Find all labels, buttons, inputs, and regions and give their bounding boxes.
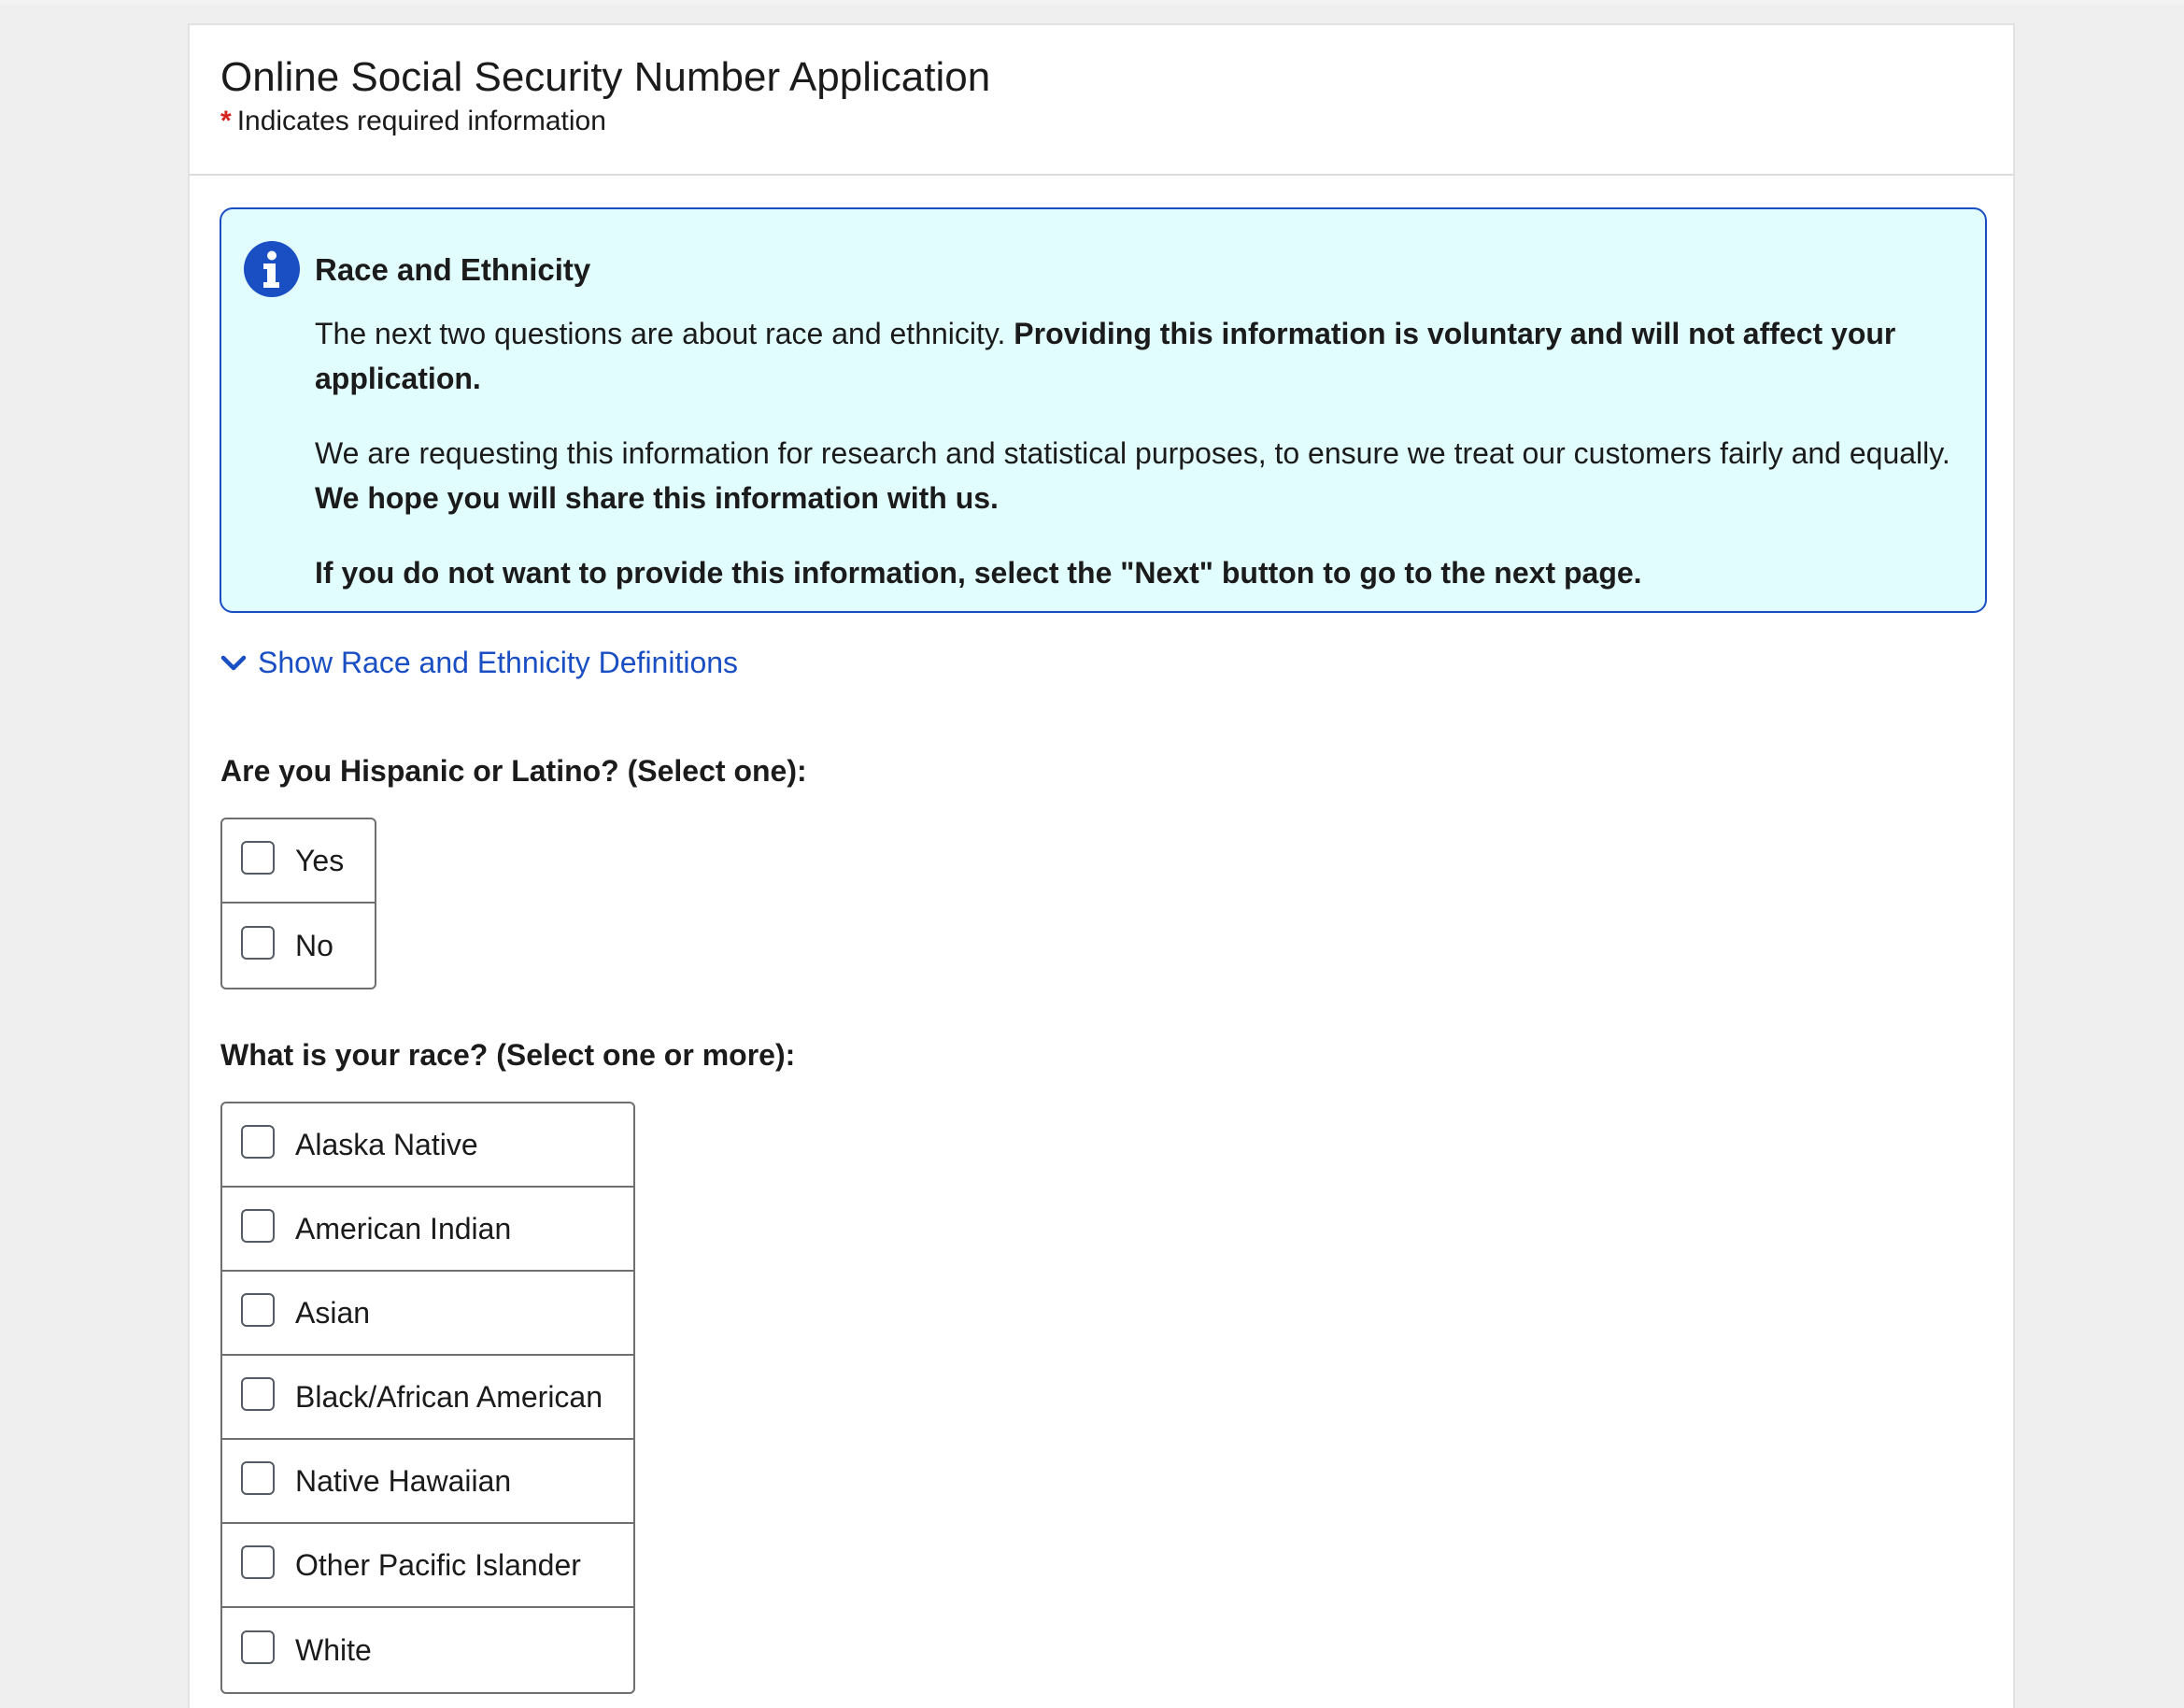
race-option-native-hawaiian[interactable]	[222, 1440, 633, 1524]
race-option-alaska-native[interactable]	[222, 1103, 633, 1188]
checkbox[interactable]	[241, 1630, 275, 1664]
hispanic-options	[220, 818, 376, 989]
info-paragraph-1	[315, 311, 1957, 401]
required-star: *	[220, 106, 232, 136]
checkbox[interactable]	[241, 1293, 275, 1327]
info-paragraph-3: If you do not want to provide this information, select the "Next" button to go to the next page.	[315, 555, 1642, 590]
checkbox[interactable]	[241, 841, 275, 875]
option-label: Yes	[295, 843, 345, 877]
option-label: American Indian	[295, 1211, 512, 1245]
form-card	[188, 23, 2015, 1708]
race-option-white[interactable]	[222, 1608, 633, 1692]
hispanic-option-yes[interactable]	[222, 819, 375, 904]
hispanic-question-label: Are you Hispanic or Latino? (Select one):	[220, 754, 807, 788]
race-options	[220, 1102, 635, 1694]
checkbox[interactable]	[241, 926, 275, 960]
required-note	[220, 105, 2013, 138]
required-note-text: Indicates required information	[236, 106, 606, 136]
option-label: Other Pacific Islander	[295, 1547, 581, 1582]
info-icon	[244, 241, 300, 297]
option-label: Native Hawaiian	[295, 1463, 512, 1498]
page-title: Online Social Security Number Application	[220, 54, 991, 100]
option-label: No	[295, 928, 333, 962]
show-definitions-label: Show Race and Ethnicity Definitions	[258, 646, 739, 679]
hispanic-option-no[interactable]	[222, 904, 375, 988]
option-label: Black/African American	[295, 1379, 603, 1414]
race-option-american-indian[interactable]	[222, 1188, 633, 1272]
info-paragraph-2-text: We are requesting this information for research and statistical purposes, to ensure we treat our customers fairly and equally.	[315, 435, 1950, 470]
info-heading: Race and Ethnicity	[315, 252, 591, 287]
race-option-asian[interactable]	[222, 1272, 633, 1356]
checkbox[interactable]	[241, 1377, 275, 1411]
checkbox[interactable]	[241, 1461, 275, 1495]
race-option-black-african-american[interactable]	[222, 1356, 633, 1440]
info-paragraph-1-text: The next two questions are about race and ethnicity.	[315, 316, 1014, 350]
form-header	[190, 25, 2013, 176]
checkbox[interactable]	[241, 1209, 275, 1243]
info-paragraph-2-bold: We hope you will share this information with us.	[315, 480, 999, 515]
checkbox[interactable]	[241, 1125, 275, 1159]
option-label: Alaska Native	[295, 1127, 478, 1161]
checkbox[interactable]	[241, 1545, 275, 1579]
info-paragraph-1-bold: Providing this information is voluntary and will not affect your application.	[315, 316, 1896, 395]
option-label: Asian	[295, 1295, 371, 1330]
info-alert	[220, 207, 1987, 613]
race-question-label: What is your race? (Select one or more):	[220, 1038, 796, 1072]
chevron-down-icon	[220, 646, 258, 680]
race-option-other-pacific-islander[interactable]	[222, 1524, 633, 1608]
info-paragraph-2	[315, 431, 1957, 520]
show-definitions-link[interactable]	[220, 646, 738, 680]
top-strip	[0, 0, 2184, 6]
option-label: White	[295, 1632, 372, 1667]
